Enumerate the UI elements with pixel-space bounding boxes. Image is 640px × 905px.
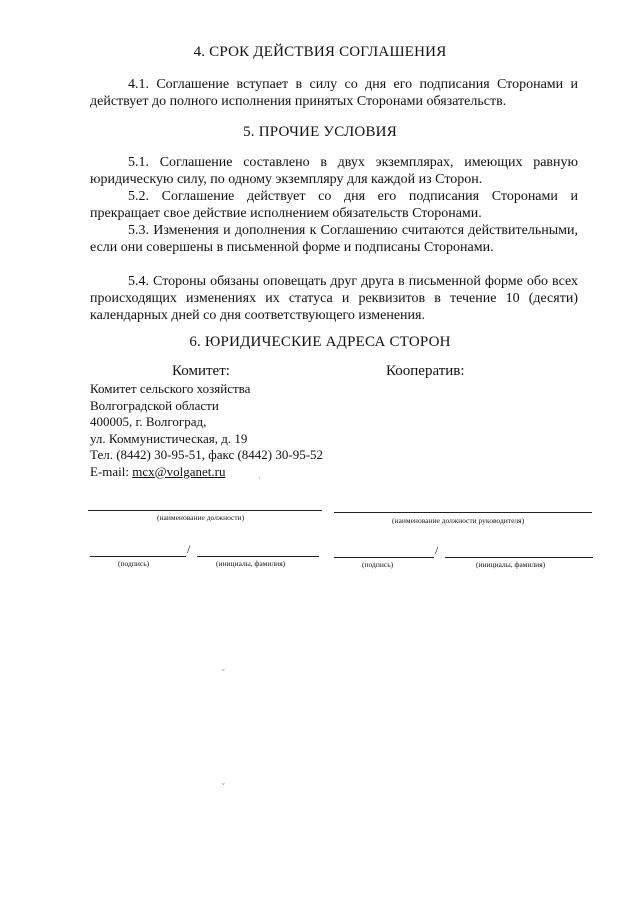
cooperative-signature-line xyxy=(334,557,434,558)
committee-name-line xyxy=(197,556,319,557)
cooperative-signature-caption: (подпись) xyxy=(362,560,394,569)
committee-signature-line xyxy=(90,556,186,557)
section-4-heading: 4. СРОК ДЕЙСТВИЯ СОГЛАШЕНИЯ xyxy=(193,44,447,60)
cooperative-name-caption: (инициалы, фамилия) xyxy=(476,560,546,569)
address-line-3: 400005, г. Волгоград, xyxy=(90,414,207,429)
committee-position-caption: (наименование должности) xyxy=(157,513,245,522)
address-line-2: Волгоградской области xyxy=(90,397,219,413)
address-line-4: ул. Коммунистическая, д. 19 xyxy=(90,430,248,446)
committee-address xyxy=(90,381,323,480)
clause-5-2: 5.2. Соглашение действует со дня его подписания Сторонами и прекращает свое действие исполнением обязательств Сторонами. xyxy=(90,189,578,221)
clause-5-4: 5.4. Стороны обязаны оповещать друг друга в письменной форме обо всех происходящих изменениях их статуса и реквизитов в течение 10 (десяти) календарных дней со дня соответствующего изменения. xyxy=(90,274,578,323)
scan-speck: · xyxy=(258,474,261,483)
email-prefix: E-mail: xyxy=(90,463,133,479)
cooperative-position-caption: (наименование должности руководителя) xyxy=(392,516,525,525)
clause-5-1: 5.1. Соглашение составлено в двух экземплярах, имеющих равную юридическую силу, по одному экземпляру для каждой из Сторон. xyxy=(90,155,578,187)
scan-speck: ˇ xyxy=(222,668,225,677)
cooperative-name-line xyxy=(445,557,593,558)
email-link[interactable]: mcx@volganet.ru xyxy=(132,463,226,479)
committee-signature-caption: (подпись) xyxy=(118,559,150,568)
committee-label: Комитет: xyxy=(172,363,230,379)
cooperative-slash: / xyxy=(435,543,439,557)
cooperative-position-line xyxy=(334,512,592,513)
clause-4-1: 4.1. Соглашение вступает в силу со дня его подписания Сторонами и действует до полного исполнения принятых Сторонами обязательств. xyxy=(90,77,578,109)
committee-name-caption: (инициалы, фамилия) xyxy=(216,559,286,568)
address-line-1: Комитет сельского хозяйства xyxy=(90,381,251,396)
committee-slash: / xyxy=(187,542,191,556)
scan-speck: ˇ xyxy=(222,782,225,791)
address-line-5: Тел. (8442) 30-95-51, факс (8442) 30-95-52 xyxy=(90,447,324,462)
section-5-heading: 5. ПРОЧИЕ УСЛОВИЯ xyxy=(243,124,397,140)
committee-position-line xyxy=(88,510,322,511)
section-6-heading: 6. ЮРИДИЧЕСКИЕ АДРЕСА СТОРОН xyxy=(189,334,451,350)
clause-5-3: 5.3. Изменения и дополнения к Соглашению считаются действительными, если они совершены в письменной форме и подписаны Сторонами. xyxy=(90,223,578,255)
cooperative-label: Кооператив: xyxy=(386,363,465,379)
address-email-row xyxy=(90,464,323,481)
